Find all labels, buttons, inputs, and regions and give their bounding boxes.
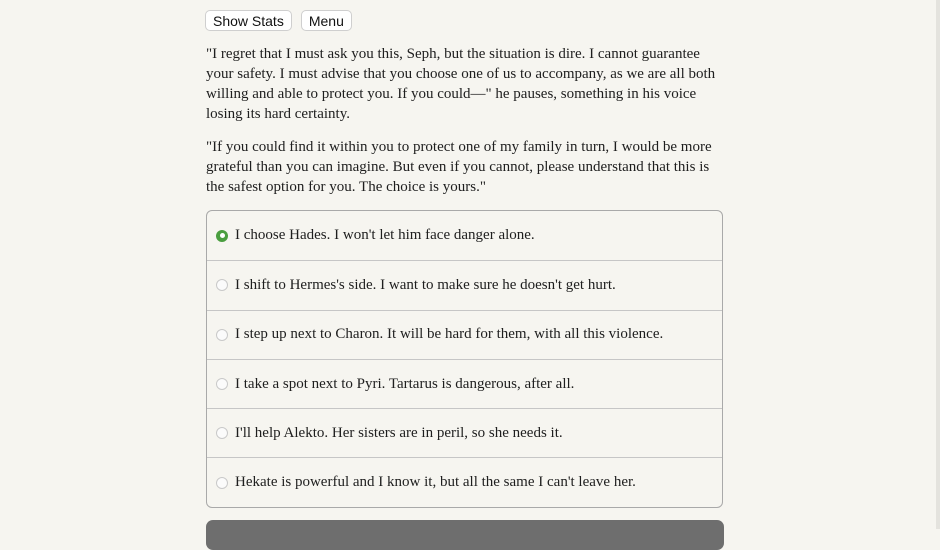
story-text [206,44,726,210]
choice-option[interactable] [207,260,722,309]
choice-option[interactable] [207,211,722,260]
radio-button[interactable] [216,477,228,489]
choice-label: I step up next to Charon. It will be hard for them, with all this violence. [235,326,664,343]
choice-label: Hekate is powerful and I know it, but all the same I can't leave her. [235,474,636,491]
toolbar [205,10,352,31]
story-paragraph: "I regret that I must ask you this, Seph, but the situation is dire. I cannot guarantee your safety. I must advise that you choose one of us to accompany, as we are all both willing and able to protect you. If you could—" he pauses, something in his voice losing its hard certainty. [206,46,716,122]
radio-button[interactable] [216,427,228,439]
choice-label: I shift to Hermes's side. I want to make sure he doesn't get hurt. [235,276,616,293]
choice-option[interactable] [207,359,722,408]
choice-option[interactable] [207,310,722,359]
radio-button[interactable] [216,378,228,390]
choice-list [206,210,723,508]
radio-button-selected[interactable] [216,230,228,242]
choice-label: I choose Hades. I won't let him face danger alone. [235,227,535,244]
show-stats-button[interactable]: Show Stats [205,10,292,31]
story-paragraph: "If you could find it within you to protect one of my family in turn, I would be more grateful than you can imagine. But even if you cannot, please understand that this is the safest option for you. The choice is yours." [206,139,712,195]
choice-label: I'll help Alekto. Her sisters are in peril, so she needs it. [235,424,563,441]
radio-button[interactable] [216,279,228,291]
radio-button[interactable] [216,329,228,341]
choice-label: I take a spot next to Pyri. Tartarus is dangerous, after all. [235,375,575,392]
scrollbar-track[interactable] [936,0,940,529]
choice-option[interactable] [207,408,722,457]
menu-button[interactable]: Menu [301,10,352,31]
next-button[interactable] [206,520,724,550]
choice-option[interactable] [207,457,722,506]
